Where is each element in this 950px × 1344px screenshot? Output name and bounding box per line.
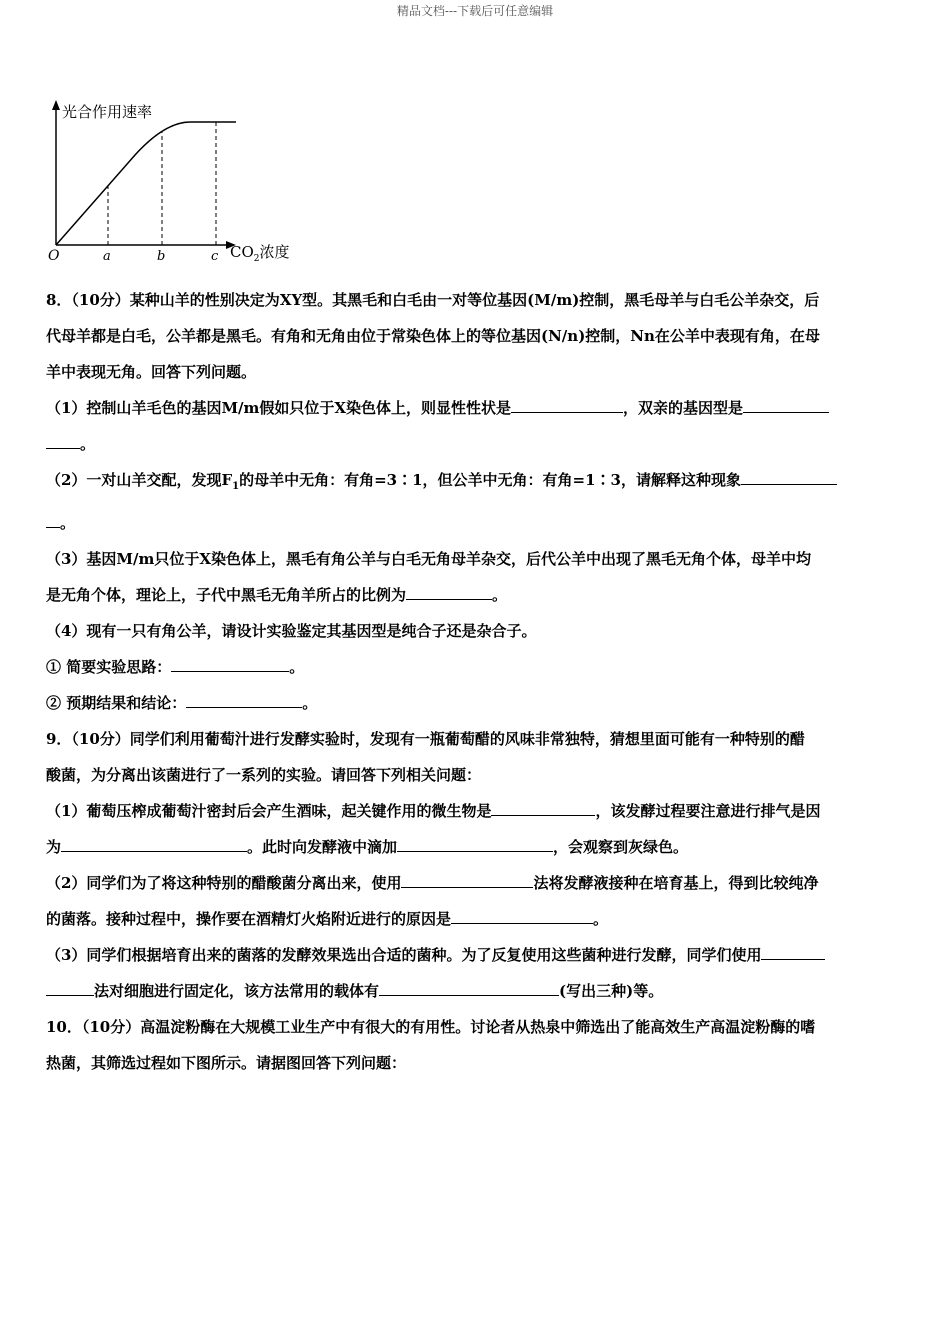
q9-part3-line1: （3）同学们根据培育出来的菌落的发酵效果选出合适的菌种。为了反复使用这些菌种进行发酵，同学们使用: [46, 937, 906, 973]
q9-part2-line2: 的菌落。接种过程中，操作要在酒精灯火焰附近进行的原因是 。: [46, 901, 906, 937]
answer-blank[interactable]: [741, 466, 837, 485]
tick-a: a: [103, 249, 111, 264]
q9-part3-line2: 法对细胞进行固定化，该方法常用的载体有 (写出三种)等。: [46, 973, 906, 1009]
answer-blank[interactable]: [401, 869, 533, 888]
q8-part2: （2）一对山羊交配，发现$F_1$的母羊中无角：有角=3∶1，但公羊中无角：有角=1∶3，请解释这种现象: [46, 462, 906, 505]
question-content: [46, 282, 906, 1081]
answer-blank[interactable]: [761, 941, 825, 960]
answer-blank[interactable]: [46, 977, 94, 996]
answer-blank[interactable]: [46, 430, 80, 449]
answer-blank[interactable]: [171, 653, 289, 672]
q9-part1-line2: 为 。此时向发酵液中滴加 ，会观察到灰绿色。: [46, 829, 906, 865]
q9-part2-line1: （2）同学们为了将这种特别的醋酸菌分离出来，使用 法将发酵液接种在培育基上，得到比较纯净: [46, 865, 906, 901]
graph-svg: [40, 95, 310, 265]
q8-part3-line2: 是无角个体，理论上，子代中黑毛无角羊所占的比例为 。: [46, 577, 906, 613]
rate-curve: [56, 122, 236, 245]
answer-blank[interactable]: [743, 394, 829, 413]
answer-blank[interactable]: [406, 581, 492, 600]
page-header: 精品文档---下载后可任意编辑: [396, 4, 554, 18]
q8-stem-line3: 羊中表现无角。回答下列问题。: [46, 363, 257, 381]
x-axis-label: $CO_2$浓度: [230, 243, 290, 264]
answer-blank[interactable]: [379, 977, 559, 996]
q8-part4-1: ① 简要实验思路： 。: [46, 649, 906, 685]
q8-part4-2: ② 预期结果和结论： 。: [46, 685, 906, 721]
q10-stem-line2: 热菌，其筛选过程如下图所示。请据图回答下列问题：: [46, 1054, 407, 1072]
answer-blank[interactable]: [451, 905, 593, 924]
q8-stem-line1: 8．（10分）某种山羊的性别决定为XY型。其黑毛和白毛由一对等位基因(M/m)控制，黑毛母羊与白毛公羊杂交，后: [46, 291, 820, 309]
q8-part1-cont: 。: [46, 426, 906, 462]
q8-part3-line1: （3）基因M/m只位于X染色体上，黑毛有角公羊与白毛无角母羊杂交，后代公羊中出现了黑毛无角个体，母羊中均: [46, 550, 812, 568]
q9-stem-line1: 9．（10分）同学们利用葡萄汁进行发酵实验时，发现有一瓶葡萄醋的风味非常独特，猜想里面可能有一种特别的醋: [46, 730, 805, 748]
tick-c: c: [211, 249, 219, 264]
q9-part1-line1: （1）葡萄压榨成葡萄汁密封后会产生酒味，起关键作用的微生物是 ，该发酵过程要注意进行排气是因: [46, 793, 906, 829]
photosynthesis-graph: [40, 95, 310, 265]
answer-blank[interactable]: [61, 833, 247, 852]
q8-part4: （4）现有一只有角公羊，请设计实验鉴定其基因型是纯合子还是杂合子。: [46, 622, 537, 640]
origin-label: O: [48, 248, 60, 264]
q8-stem-line2: 代母羊都是白毛，公羊都是黑毛。有角和无角由位于常染色体上的等位基因(N/n)控制，Nn在公羊中表现有角，在母: [46, 327, 820, 345]
q9-stem-line2: 酸菌，为分离出该菌进行了一系列的实验。请回答下列相关问题：: [46, 766, 482, 784]
tick-b: b: [157, 249, 166, 264]
q10-stem-line1: 10．（10分）高温淀粉酶在大规模工业生产中有很大的有用性。讨论者从热泉中筛选出了能高效生产高温淀粉酶的嗜: [46, 1018, 816, 1036]
y-axis-arrow: [52, 100, 60, 110]
q8-part1: （1）控制山羊毛色的基因M/m假如只位于X染色体上，则显性性状是 ，双亲的基因型是: [46, 390, 906, 426]
answer-blank[interactable]: [186, 689, 302, 708]
answer-blank[interactable]: [46, 509, 60, 528]
y-axis-label: 光合作用速率: [62, 103, 153, 121]
answer-blank[interactable]: [491, 797, 595, 816]
answer-blank[interactable]: [511, 394, 623, 413]
answer-blank[interactable]: [397, 833, 553, 852]
q8-part2-cont: 。: [46, 505, 906, 541]
